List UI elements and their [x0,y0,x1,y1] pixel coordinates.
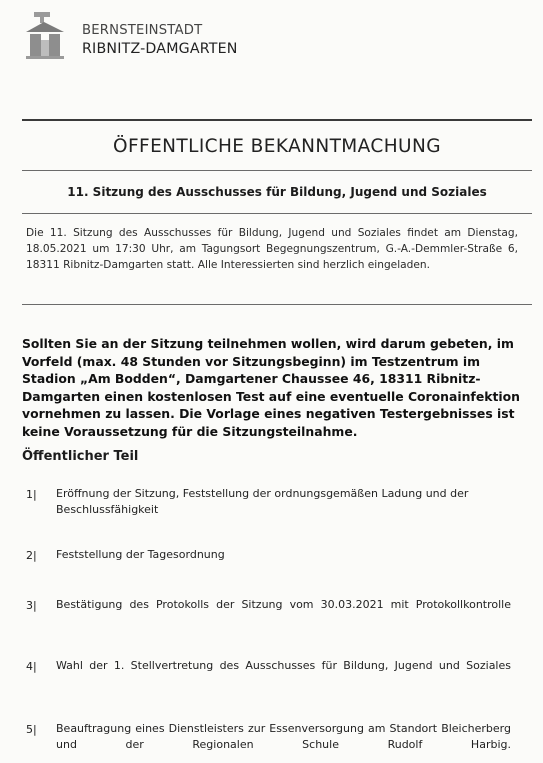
divider [22,213,532,214]
agenda-item-text: Eröffnung der Sitzung, Feststellung der ordnungsgemäßen Ladung und der Beschlussfähigkeit [56,487,469,516]
meeting-announcement: Die 11. Sitzung des Ausschusses für Bildung, Jugend und Soziales findet am Dienstag, 18.05.2021 um 17:30 Uhr, am Tagungsort Begegnungszentrum, G.-A.-Demmler-Straße 6, 18311 Ribnitz-Damgarten statt. Alle Interessierten sind herzlich eingeladen. [26,227,518,271]
city-name-line-1: BERNSTEINSTADT [82,23,203,38]
agenda-item-number: 3| [26,599,37,612]
agenda-item-number: 1| [26,488,37,501]
divider [22,170,532,171]
divider [22,304,532,305]
agenda-item-text: Feststellung der Tagesordnung [56,548,225,561]
covid-test-notice: Sollten Sie an der Sitzung teilnehmen wollen, wird darum gebeten, im Vorfeld (max. 48 Stunden vor Sitzungsbeginn) im Testzentrum im Stadion „Am Bodden“, Damgartener Chaussee 46, 18311 Ribnitz-Damgarten einen kostenlosen Test auf eine eventuelle Coronainfektion vornehmen zu lassen. Die Vorlage eines negativen Testergebnisses ist keine Voraussetzung für die Sitzungsteilnahme. [22,336,520,439]
meeting-title: 11. Sitzung des Ausschusses für Bildung, Jugend und Soziales [67,185,487,199]
agenda-item-text: Bestätigung des Protokolls der Sitzung vom 30.03.2021 mit Protokollkontrolle [56,598,511,611]
city-name-line-2: RIBNITZ-DAMGARTEN [82,41,238,57]
divider [22,119,532,121]
agenda-item-number: 4| [26,660,37,673]
section-title-public: Öffentlicher Teil [22,449,139,464]
agenda-item-number: 2| [26,549,37,562]
amber-gate-logo-icon [22,8,74,62]
agenda-item-number: 5| [26,723,37,736]
agenda-item-text: Wahl der 1. Stellvertretung des Ausschusses für Bildung, Jugend und Soziales [56,659,511,672]
page-title: ÖFFENTLICHE BEKANNTMACHUNG [113,136,441,157]
agenda-item-text: Beauftragung eines Dienstleisters zur Essenversorgung am Standort Bleicherberg und der Regionalen Schule Rudolf Harbig. [56,722,511,751]
